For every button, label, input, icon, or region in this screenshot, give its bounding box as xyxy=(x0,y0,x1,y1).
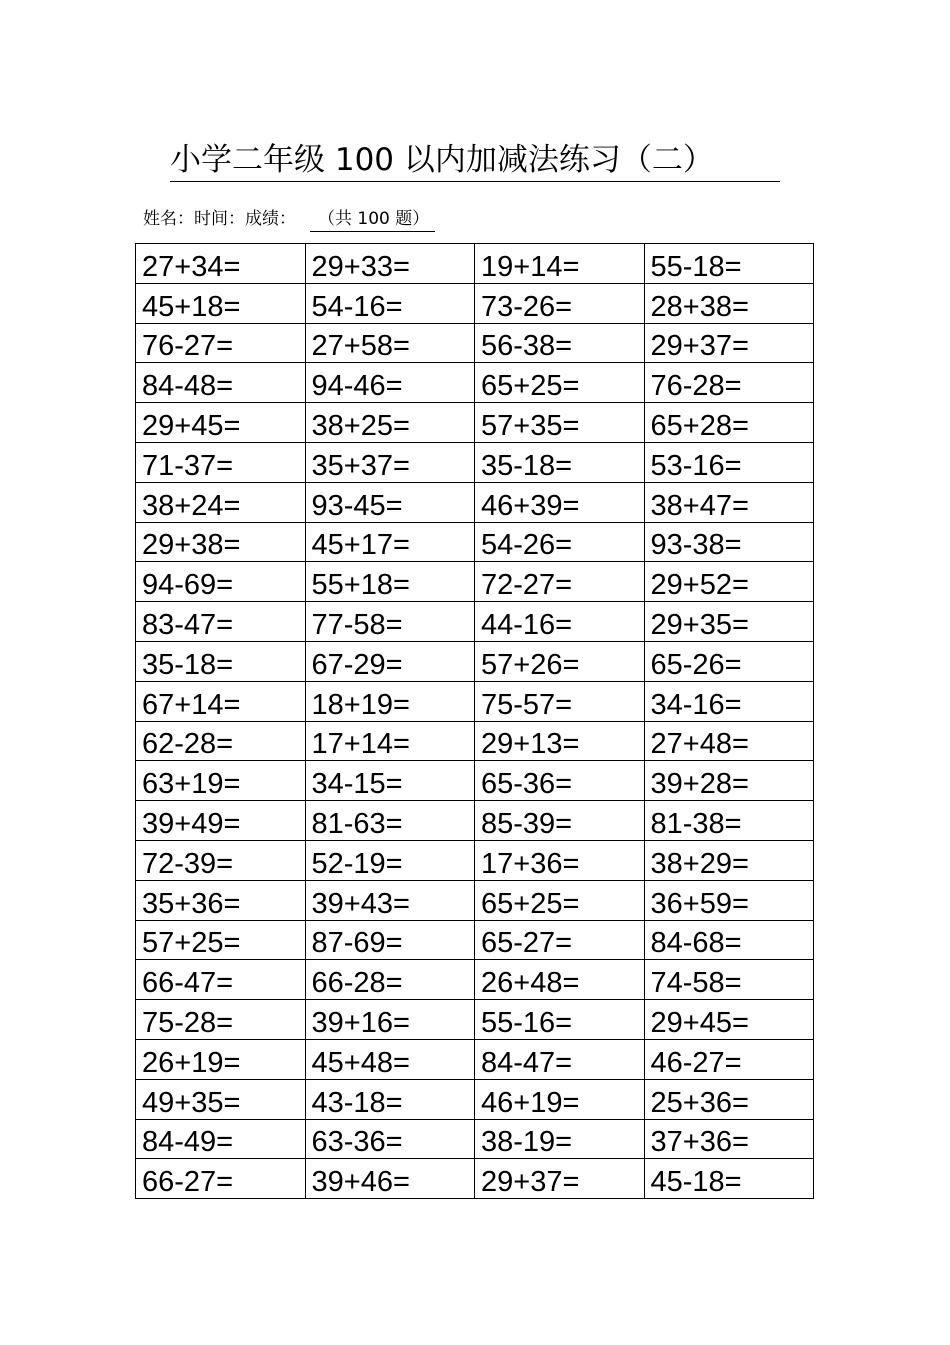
problem-text: 44-16= xyxy=(481,608,573,641)
problem-row xyxy=(136,522,814,562)
problem-text: 83-47= xyxy=(142,608,234,641)
problem-cell xyxy=(644,363,814,403)
problem-text: 39+49= xyxy=(142,807,241,840)
problem-text: 35+37= xyxy=(311,449,410,482)
problem-cell xyxy=(475,721,645,761)
problem-cell xyxy=(305,1159,475,1199)
problem-cell xyxy=(305,960,475,1000)
student-info-line xyxy=(143,206,435,232)
problem-row xyxy=(136,960,814,1000)
problem-text: 67+14= xyxy=(142,688,241,721)
problem-cell xyxy=(136,363,306,403)
problem-cell xyxy=(644,1000,814,1040)
problem-cell xyxy=(475,442,645,482)
problem-text: 39+43= xyxy=(311,887,410,920)
problem-text: 38+24= xyxy=(142,489,241,522)
problem-cell xyxy=(136,721,306,761)
problem-text: 81-63= xyxy=(311,807,403,840)
problem-cell xyxy=(644,482,814,522)
problem-cell xyxy=(305,681,475,721)
problem-text: 55-16= xyxy=(481,1006,573,1039)
problem-cell xyxy=(136,681,306,721)
problem-row xyxy=(136,1039,814,1079)
problem-row xyxy=(136,1000,814,1040)
problem-table-body xyxy=(136,244,814,1199)
problem-cell xyxy=(305,1039,475,1079)
problem-text: 57+35= xyxy=(481,409,580,442)
problem-count: （共 100 题） xyxy=(310,207,435,232)
problem-text: 26+19= xyxy=(142,1046,241,1079)
problem-text: 66-28= xyxy=(311,967,403,1000)
problem-cell xyxy=(644,1159,814,1199)
problem-text: 65-36= xyxy=(481,768,573,801)
problem-cell xyxy=(136,244,306,284)
problem-row xyxy=(136,602,814,642)
problem-text: 28+38= xyxy=(650,290,749,323)
problem-text: 35-18= xyxy=(481,449,573,482)
problem-cell xyxy=(136,1159,306,1199)
problem-cell xyxy=(644,641,814,681)
problem-cell xyxy=(644,562,814,602)
problem-text: 27+34= xyxy=(142,250,241,283)
problem-text: 65-26= xyxy=(650,648,742,681)
problem-text: 37+36= xyxy=(650,1126,749,1159)
problem-text: 63-36= xyxy=(311,1126,403,1159)
problem-cell xyxy=(305,403,475,443)
problem-cell xyxy=(305,323,475,363)
problem-cell xyxy=(644,920,814,960)
problem-cell xyxy=(644,522,814,562)
problem-cell xyxy=(305,721,475,761)
problem-row xyxy=(136,363,814,403)
problem-text: 94-46= xyxy=(311,370,403,403)
problem-text: 29+13= xyxy=(481,728,580,761)
problem-cell xyxy=(475,960,645,1000)
problem-cell xyxy=(644,960,814,1000)
problem-text: 67-29= xyxy=(311,648,403,681)
problem-text: 62-28= xyxy=(142,728,234,761)
problem-text: 57+25= xyxy=(142,927,241,960)
problem-cell xyxy=(136,283,306,323)
problem-cell xyxy=(475,1119,645,1159)
problem-text: 45-18= xyxy=(650,1166,742,1199)
problem-cell xyxy=(644,880,814,920)
problem-cell xyxy=(475,681,645,721)
problem-text: 27+48= xyxy=(650,728,749,761)
problem-text: 54-26= xyxy=(481,529,573,562)
problem-text: 38+29= xyxy=(650,847,749,880)
problem-text: 29+45= xyxy=(142,409,241,442)
problem-cell xyxy=(475,1079,645,1119)
problem-text: 27+58= xyxy=(311,330,410,363)
problem-text: 63+19= xyxy=(142,768,241,801)
problem-text: 43-18= xyxy=(311,1086,403,1119)
problem-text: 49+35= xyxy=(142,1086,241,1119)
problem-text: 54-16= xyxy=(311,290,403,323)
problem-cell xyxy=(644,442,814,482)
problem-text: 84-48= xyxy=(142,370,234,403)
problem-text: 72-27= xyxy=(481,569,573,602)
problem-cell xyxy=(305,880,475,920)
problem-cell xyxy=(305,244,475,284)
problem-cell xyxy=(136,323,306,363)
problem-row xyxy=(136,721,814,761)
problem-cell xyxy=(644,681,814,721)
problem-row xyxy=(136,1079,814,1119)
problem-cell xyxy=(305,442,475,482)
problem-cell xyxy=(136,602,306,642)
problem-cell xyxy=(644,761,814,801)
problem-cell xyxy=(644,244,814,284)
problem-row xyxy=(136,442,814,482)
problem-cell xyxy=(305,801,475,841)
problem-cell xyxy=(305,840,475,880)
problem-text: 77-58= xyxy=(311,608,403,641)
problem-text: 26+48= xyxy=(481,967,580,1000)
problem-text: 65+25= xyxy=(481,370,580,403)
problem-cell xyxy=(475,840,645,880)
problem-row xyxy=(136,880,814,920)
problem-text: 85-39= xyxy=(481,807,573,840)
problem-row xyxy=(136,562,814,602)
problem-cell xyxy=(644,283,814,323)
problem-text: 84-49= xyxy=(142,1126,234,1159)
problem-text: 36+59= xyxy=(650,887,749,920)
problem-cell xyxy=(136,403,306,443)
problem-row xyxy=(136,482,814,522)
problem-text: 35-18= xyxy=(142,648,234,681)
problem-cell xyxy=(305,283,475,323)
problem-cell xyxy=(305,482,475,522)
problem-cell xyxy=(644,840,814,880)
problem-text: 52-19= xyxy=(311,847,403,880)
problem-text: 29+52= xyxy=(650,569,749,602)
problem-text: 93-45= xyxy=(311,489,403,522)
problem-cell xyxy=(136,442,306,482)
problem-cell xyxy=(136,641,306,681)
problem-text: 45+17= xyxy=(311,529,410,562)
problem-cell xyxy=(475,641,645,681)
problem-cell xyxy=(136,761,306,801)
problem-cell xyxy=(136,522,306,562)
problem-cell xyxy=(305,602,475,642)
problem-cell xyxy=(644,1079,814,1119)
problem-row xyxy=(136,801,814,841)
problem-row xyxy=(136,403,814,443)
problem-text: 29+45= xyxy=(650,1006,749,1039)
problem-cell xyxy=(305,1079,475,1119)
problem-text: 38+25= xyxy=(311,409,410,442)
problem-cell xyxy=(475,482,645,522)
problem-text: 46-27= xyxy=(650,1046,742,1079)
problem-cell xyxy=(644,403,814,443)
problem-cell xyxy=(136,960,306,1000)
problem-cell xyxy=(305,920,475,960)
problem-cell xyxy=(136,1079,306,1119)
problem-row xyxy=(136,761,814,801)
info-fields: 姓名：时间：成绩： xyxy=(143,209,296,229)
problem-text: 38-19= xyxy=(481,1126,573,1159)
problem-cell xyxy=(644,801,814,841)
problem-cell xyxy=(644,1119,814,1159)
problem-text: 87-69= xyxy=(311,927,403,960)
problem-cell xyxy=(475,920,645,960)
problem-text: 39+16= xyxy=(311,1006,410,1039)
problem-text: 55+18= xyxy=(311,569,410,602)
problem-table xyxy=(135,243,814,1199)
problem-text: 56-38= xyxy=(481,330,573,363)
problem-cell xyxy=(136,840,306,880)
problem-text: 71-37= xyxy=(142,449,234,482)
problem-cell xyxy=(475,522,645,562)
problem-cell xyxy=(475,1159,645,1199)
problem-cell xyxy=(475,880,645,920)
problem-text: 84-68= xyxy=(650,927,742,960)
problem-cell xyxy=(475,363,645,403)
problem-text: 29+35= xyxy=(650,608,749,641)
problem-text: 17+36= xyxy=(481,847,580,880)
problem-row xyxy=(136,1119,814,1159)
problem-text: 81-38= xyxy=(650,807,742,840)
problem-text: 46+39= xyxy=(481,489,580,522)
problem-cell xyxy=(305,562,475,602)
problem-text: 46+19= xyxy=(481,1086,580,1119)
problem-text: 65-27= xyxy=(481,927,573,960)
problem-cell xyxy=(305,1000,475,1040)
problem-row xyxy=(136,641,814,681)
problem-cell xyxy=(136,801,306,841)
problem-text: 73-26= xyxy=(481,290,573,323)
problem-text: 57+26= xyxy=(481,648,580,681)
problem-cell xyxy=(644,1039,814,1079)
problem-cell xyxy=(136,880,306,920)
problem-text: 39+46= xyxy=(311,1166,410,1199)
problem-row xyxy=(136,840,814,880)
problem-text: 17+14= xyxy=(311,728,410,761)
problem-row xyxy=(136,920,814,960)
problem-cell xyxy=(305,522,475,562)
problem-row xyxy=(136,323,814,363)
problem-text: 76-28= xyxy=(650,370,742,403)
problem-cell xyxy=(475,801,645,841)
problem-text: 76-27= xyxy=(142,330,234,363)
problem-cell xyxy=(475,244,645,284)
problem-text: 29+37= xyxy=(481,1166,580,1199)
problem-text: 39+28= xyxy=(650,768,749,801)
problem-cell xyxy=(305,1119,475,1159)
problem-cell xyxy=(475,1039,645,1079)
problem-cell xyxy=(305,363,475,403)
problem-cell xyxy=(475,761,645,801)
problem-text: 74-58= xyxy=(650,967,742,1000)
problem-cell xyxy=(475,403,645,443)
problem-text: 65+28= xyxy=(650,409,749,442)
problem-text: 38+47= xyxy=(650,489,749,522)
problem-cell xyxy=(136,1000,306,1040)
problem-text: 25+36= xyxy=(650,1086,749,1119)
page-title: 小学二年级 100 以内加减法练习（二） xyxy=(170,138,780,182)
problem-text: 29+33= xyxy=(311,250,410,283)
problem-row xyxy=(136,244,814,284)
problem-cell xyxy=(475,1000,645,1040)
problem-text: 19+14= xyxy=(481,250,580,283)
problem-cell xyxy=(475,562,645,602)
problem-cell xyxy=(644,323,814,363)
problem-cell xyxy=(136,1119,306,1159)
problem-cell xyxy=(136,920,306,960)
problem-cell xyxy=(305,761,475,801)
problem-text: 72-39= xyxy=(142,847,234,880)
problem-text: 34-15= xyxy=(311,768,403,801)
problem-text: 75-28= xyxy=(142,1006,234,1039)
problem-text: 94-69= xyxy=(142,569,234,602)
problem-text: 53-16= xyxy=(650,449,742,482)
problem-text: 66-47= xyxy=(142,967,234,1000)
problem-cell xyxy=(475,323,645,363)
problem-text: 55-18= xyxy=(650,250,742,283)
problem-cell xyxy=(475,602,645,642)
problem-cell xyxy=(305,641,475,681)
problem-cell xyxy=(136,1039,306,1079)
problem-cell xyxy=(644,721,814,761)
problem-cell xyxy=(475,283,645,323)
problem-text: 75-57= xyxy=(481,688,573,721)
problem-text: 34-16= xyxy=(650,688,742,721)
problem-text: 84-47= xyxy=(481,1046,573,1079)
problem-text: 29+38= xyxy=(142,529,241,562)
problem-text: 93-38= xyxy=(650,529,742,562)
problem-text: 29+37= xyxy=(650,330,749,363)
problem-text: 66-27= xyxy=(142,1166,234,1199)
problem-row xyxy=(136,283,814,323)
problem-text: 65+25= xyxy=(481,887,580,920)
problem-text: 18+19= xyxy=(311,688,410,721)
problem-text: 35+36= xyxy=(142,887,241,920)
problem-text: 45+18= xyxy=(142,290,241,323)
problem-cell xyxy=(136,482,306,522)
problem-cell xyxy=(644,602,814,642)
problem-text: 45+48= xyxy=(311,1046,410,1079)
problem-row xyxy=(136,681,814,721)
problem-row xyxy=(136,1159,814,1199)
problem-cell xyxy=(136,562,306,602)
